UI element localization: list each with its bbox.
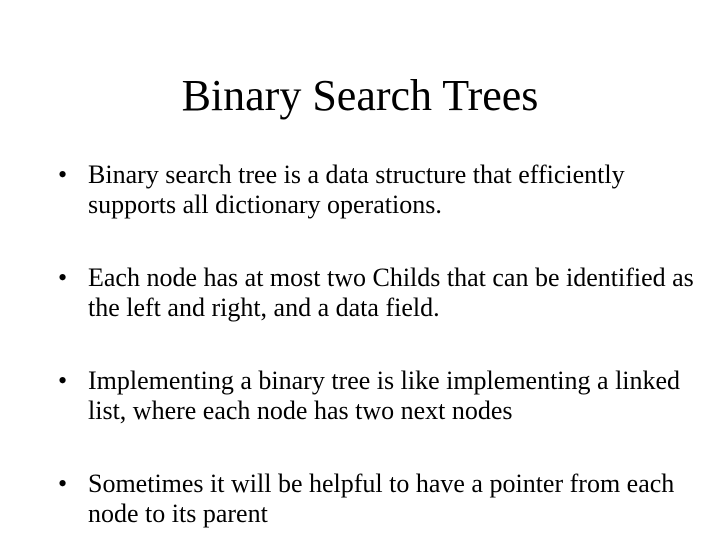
bullet-item	[58, 469, 698, 529]
bullet-icon: •	[58, 160, 68, 189]
bullet-item	[58, 263, 698, 323]
bullet-text: Implementing a binary tree is like implementing a linked list, where each node has two next nodes	[88, 366, 681, 425]
bullet-text: Each node has at most two Childs that can be identified as the left and right, and a data field.	[88, 263, 694, 322]
bullet-list	[58, 160, 698, 529]
slide-title: Binary Search Trees	[181, 71, 539, 120]
bullet-text: Binary search tree is a data structure that efficiently supports all dictionary operations.	[88, 160, 625, 219]
bullet-item	[58, 366, 698, 426]
bullet-icon: •	[58, 366, 68, 395]
bullet-icon: •	[58, 263, 68, 292]
bullet-icon: •	[58, 469, 68, 498]
bullet-text: Sometimes it will be helpful to have a pointer from each node to its parent	[88, 469, 675, 528]
bullet-item	[58, 160, 698, 220]
